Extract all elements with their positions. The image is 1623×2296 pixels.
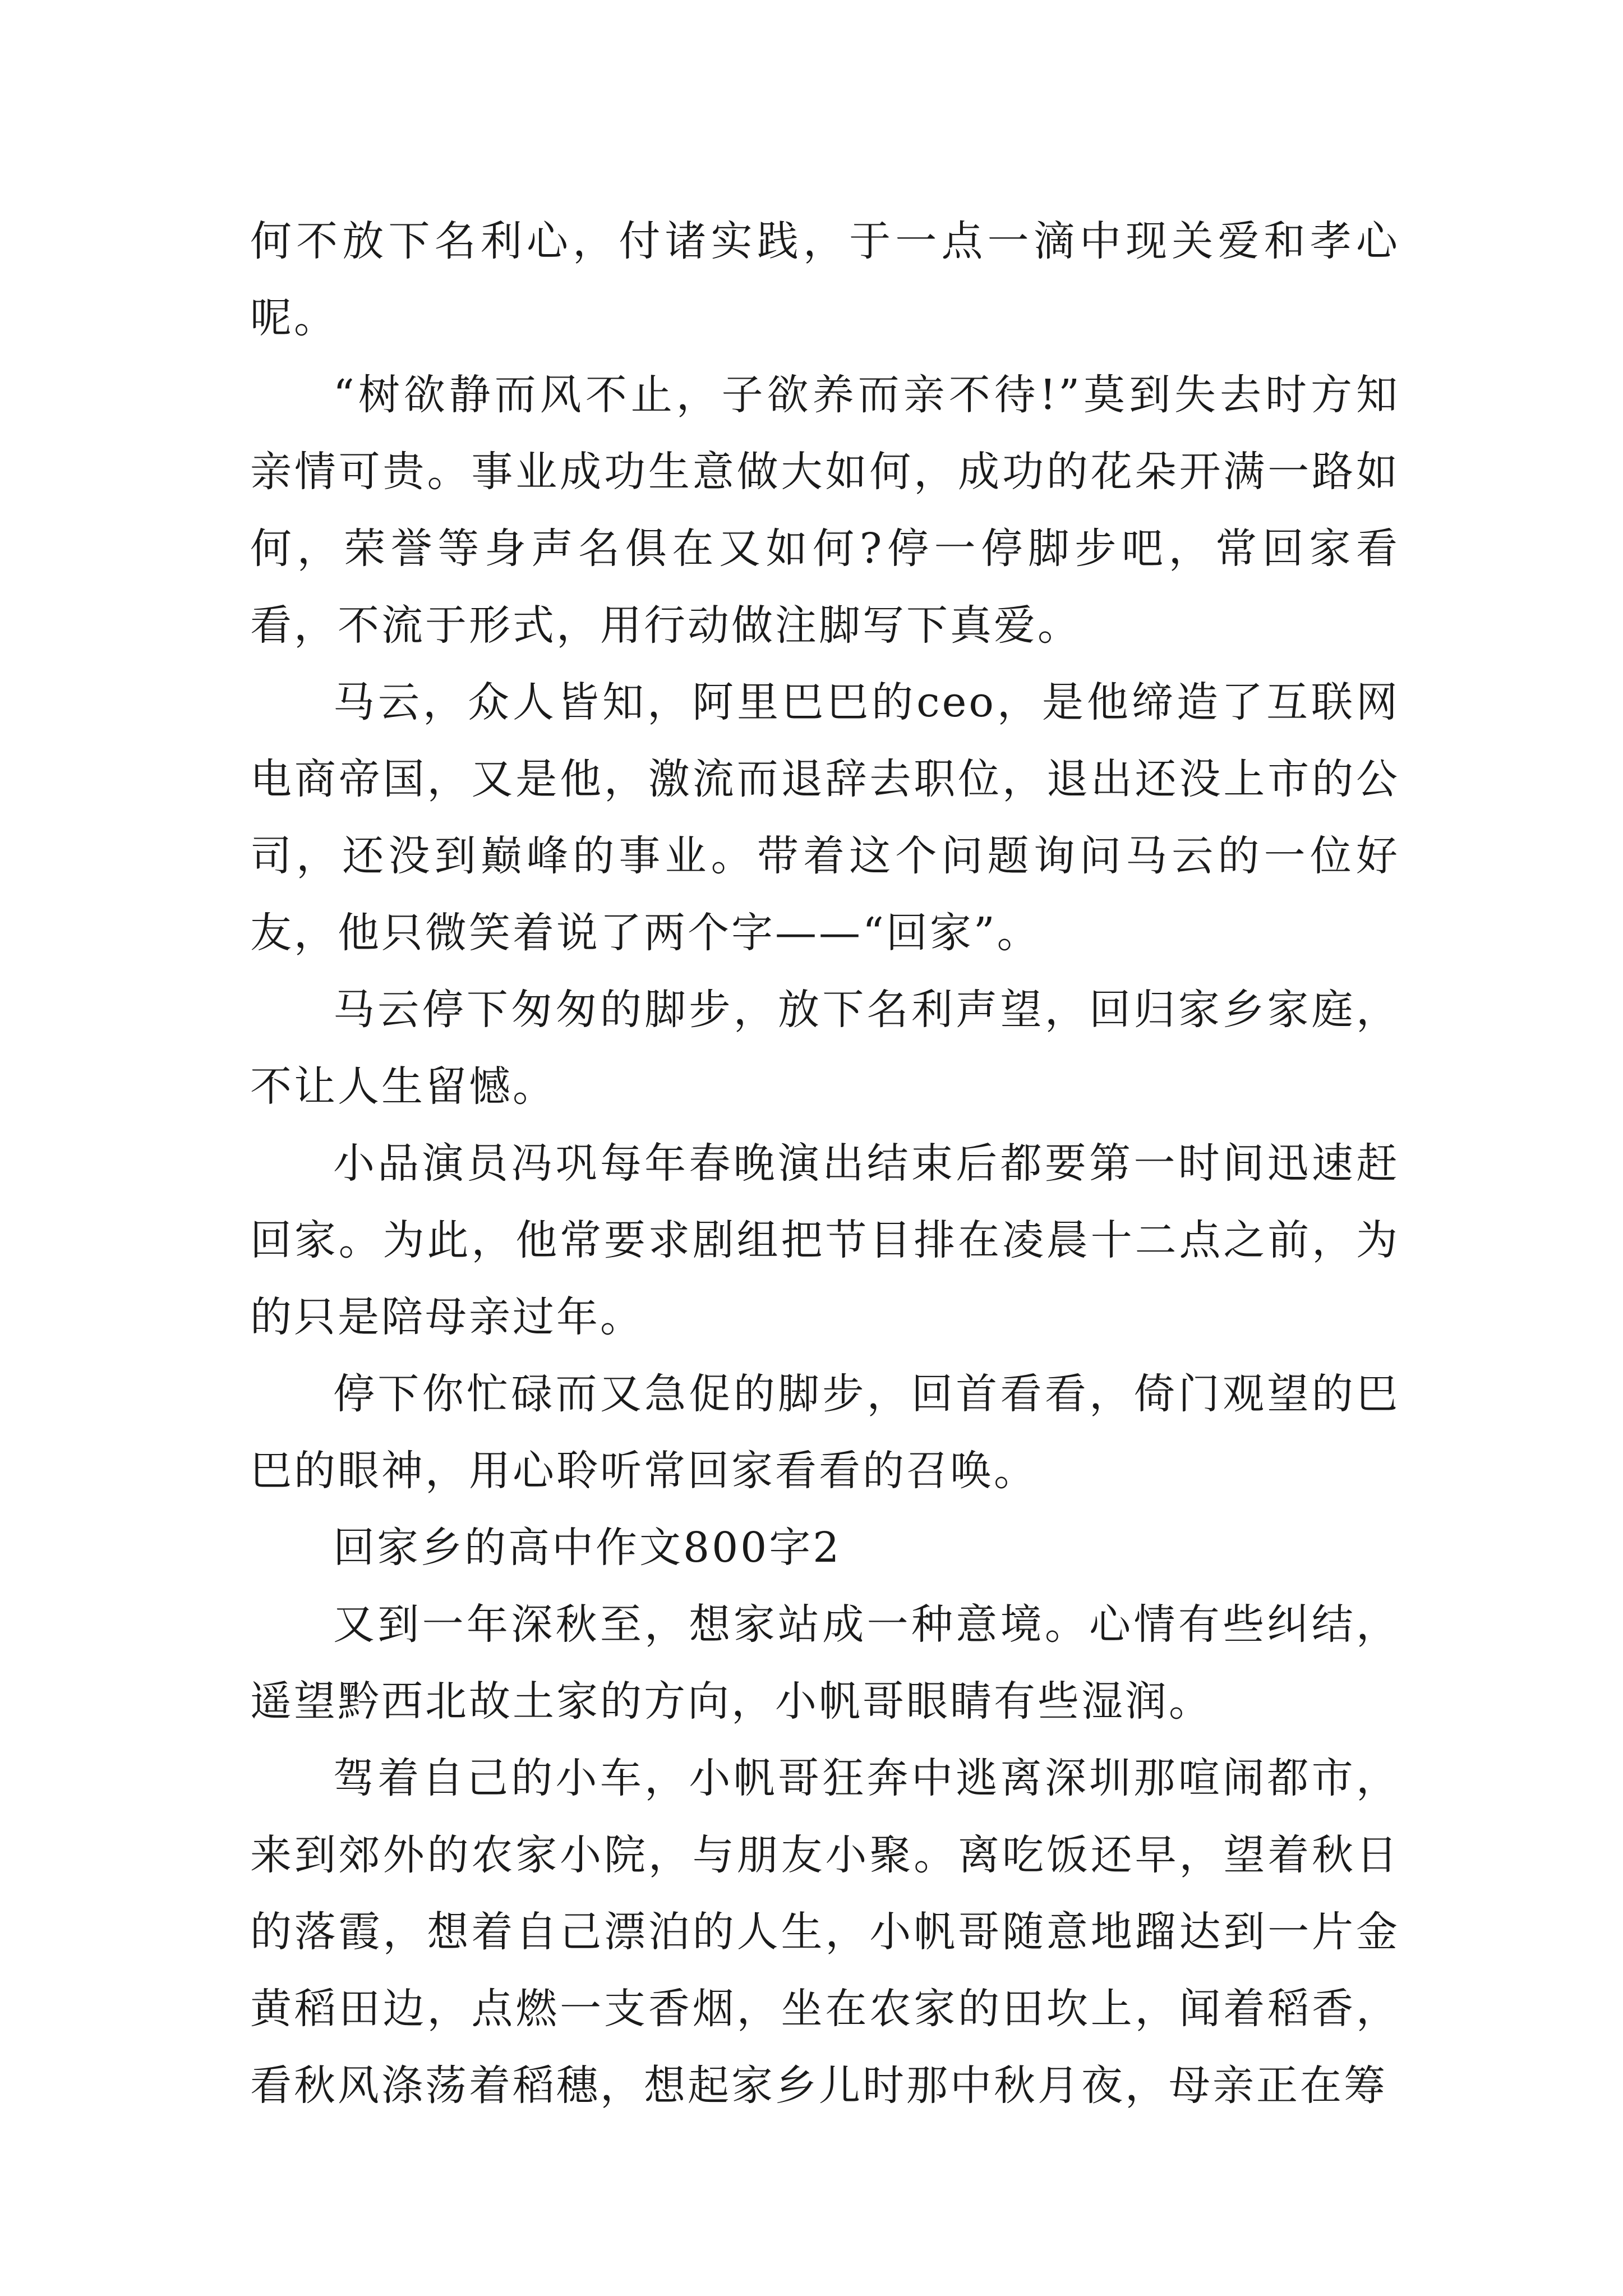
paragraph-5: 小品演员冯巩每年春晚演出结束后都要第一时间迅速赶回家。为此，他常要求剧组把节目排在凌晨十二点之前，为的只是陪母亲过年。 xyxy=(250,1139,1400,1341)
document-body xyxy=(250,203,1400,2124)
paragraph-7: 又到一年深秋至，想家站成一种意境。心情有些纠结，遥望黔西北故土家的方向，小帆哥眼睛有些湿润。 xyxy=(250,1600,1400,1726)
paragraph-2: “树欲静而风不止，子欲养而亲不待!”莫到失去时方知亲情可贵。事业成功生意做大如何，成功的花朵开满一路如何，荣誉等身声名俱在又如何?停一停脚步吧，常回家看看，不流于形式，用行动做注脚写下真爱。 xyxy=(250,371,1400,650)
paragraph-8: 驾着自己的小车，小帆哥狂奔中逃离深圳那喧闹都市，来到郊外的农家小院，与朋友小聚。离吃饭还早，望着秋日的落霞，想着自己漂泊的人生，小帆哥随意地蹓达到一片金黄稻田边，点燃一支香烟，坐在农家的田坎上，闻着稻香，看秋风涤荡着稻穗，想起家乡儿时那中秋月夜，母亲正在筹 xyxy=(250,1754,1400,2110)
paragraph-1: 何不放下名利心，付诸实践，于一点一滴中现关爱和孝心呢。 xyxy=(250,217,1400,342)
paragraph-4: 马云停下匆匆的脚步，放下名利声望，回归家乡家庭，不让人生留憾。 xyxy=(250,986,1400,1111)
paragraph-6: 停下你忙碌而又急促的脚步，回首看看，倚门观望的巴巴的眼神，用心聆听常回家看看的召唤。 xyxy=(250,1370,1400,1495)
paragraph-3: 马云，众人皆知，阿里巴巴的ceo，是他缔造了互联网电商帝国，又是他，激流而退辞去职位，退出还没上市的公司，还没到巅峰的事业。带着这个问题询问马云的一位好友，他只微笑着说了两个字——“回家”。 xyxy=(250,678,1400,957)
section-heading: 回家乡的高中作文800字2 xyxy=(333,1524,842,1572)
